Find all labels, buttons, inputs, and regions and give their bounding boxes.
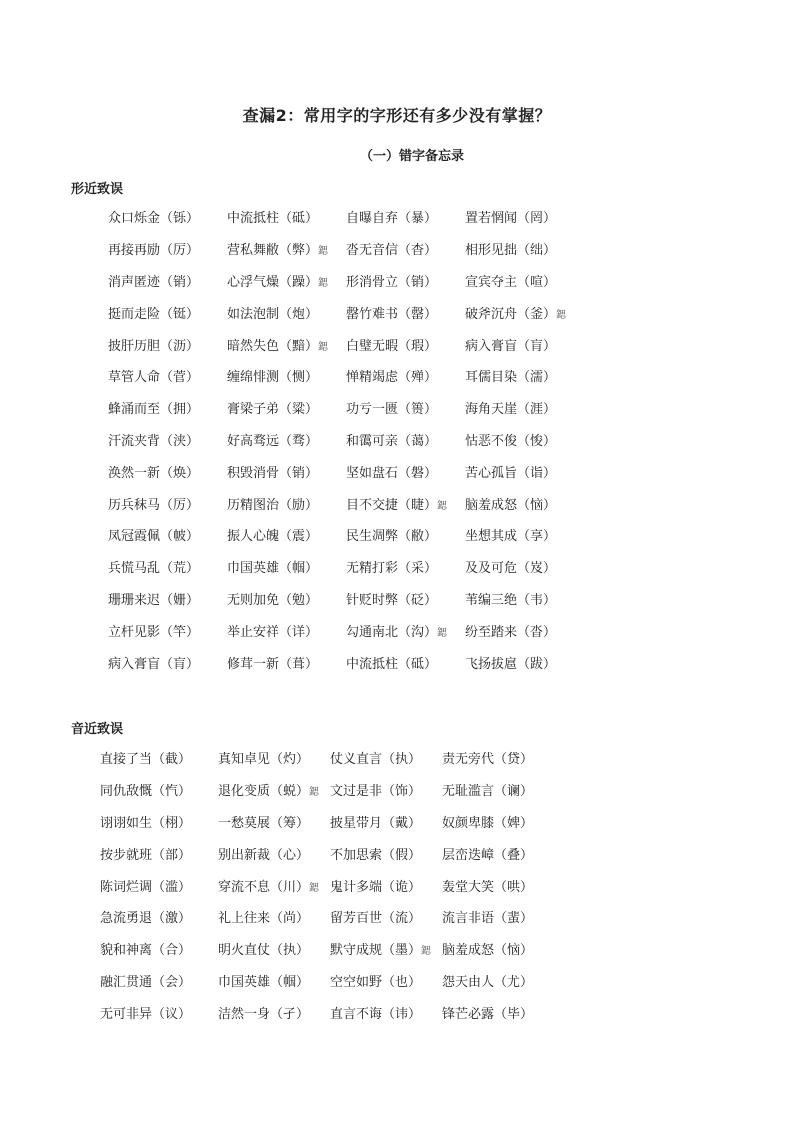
section-heading-yinjin: 音近致误	[71, 722, 124, 737]
list-row	[100, 742, 552, 774]
list-item: 勾通南北（沟）鍶	[346, 624, 448, 640]
list-item: 空空如野（也）	[330, 974, 422, 990]
list-item: 海角天崖（涯）	[465, 402, 557, 418]
list-item: 白璧无暇（瑕）	[346, 338, 438, 354]
stray-mark: 鍶	[556, 309, 567, 321]
list-row	[108, 392, 575, 424]
list-item: 陈词烂调（滥）	[100, 879, 192, 895]
list-item: 苦心孤旨（诣）	[465, 465, 557, 481]
list-item: 层峦迭嶂（叠）	[442, 847, 534, 863]
list-item: 病入膏盲（肓）	[465, 338, 557, 354]
list-item: 融汇贯通（会）	[100, 974, 192, 990]
list-item: 破斧沉舟（釜）鍶	[465, 306, 567, 322]
page-title: 查漏2：常用字的字形还有多少没有掌握？	[242, 106, 552, 125]
stray-mark: 鍶	[437, 627, 448, 639]
stray-mark: 鍶	[421, 946, 432, 958]
list-item: 珊珊来迟（姗）	[108, 592, 200, 608]
list-item: 耳儒目染（濡）	[465, 370, 557, 386]
list-row	[100, 933, 552, 965]
list-item: 积毁消骨（销）	[227, 465, 319, 481]
list-row	[100, 837, 552, 869]
stray-mark: 鍶	[318, 246, 329, 258]
list-row	[100, 901, 552, 933]
list-item: 无精打彩（采）	[346, 561, 438, 577]
list-row	[108, 455, 575, 487]
list-item: 留芳百世（流）	[330, 911, 422, 927]
list-item: 中流抵柱（砥）	[227, 211, 319, 227]
list-item: 凤冠霞佩（帔）	[108, 529, 200, 545]
list-row	[100, 774, 552, 806]
list-item: 好高骛远（骛）	[227, 433, 319, 449]
page-subtitle: （一）错字备忘录	[359, 149, 464, 164]
list-item: 形消骨立（销）	[346, 274, 438, 290]
list-item: 怙恶不俊（悛）	[465, 433, 557, 449]
list-item: 洁然一身（孑）	[218, 1006, 310, 1022]
list-item: 罄竹难书（罄）	[346, 306, 438, 322]
list-item: 历精图治（励）	[227, 497, 319, 513]
list-item: 汗流夹背（浃）	[108, 433, 200, 449]
list-item: 穿流不息（川）鍶	[218, 879, 320, 895]
list-item: 如法泡制（炮）	[227, 306, 319, 322]
list-item: 退化变质（蜕）鍶	[218, 784, 320, 800]
list-item: 纷至踏来（沓）	[465, 624, 557, 640]
stray-mark: 鍶	[318, 277, 329, 289]
list-item: 草管人命（菅）	[108, 370, 200, 386]
list-item: 同仇敌慨（忾）	[100, 784, 192, 800]
list-item: 及及可危（岌）	[465, 561, 557, 577]
list-row	[100, 965, 552, 997]
list-item: 坐想其成（享）	[465, 529, 557, 545]
xingjin-list	[108, 201, 575, 678]
list-item: 文过是非（饰）	[330, 784, 422, 800]
list-item: 明火直仗（执）	[218, 943, 310, 959]
list-item: 礼上往来（尚）	[218, 911, 310, 927]
list-item: 飞扬拔扈（跋）	[465, 656, 557, 672]
list-item: 再接再励（厉）	[108, 243, 200, 259]
list-row	[100, 869, 552, 901]
list-row	[100, 806, 552, 838]
list-item: 针贬时弊（砭）	[346, 592, 438, 608]
list-item: 民生凋弊（敝）	[346, 529, 438, 545]
list-row	[108, 201, 575, 233]
stray-mark: 鍶	[309, 787, 320, 799]
list-item: 立杆见影（竿）	[108, 624, 200, 640]
yinjin-list	[100, 742, 552, 1028]
list-item: 貌和神离（合）	[100, 943, 192, 959]
list-item: 病入膏盲（肓）	[108, 656, 200, 672]
list-item: 众口烁金（铄）	[108, 211, 200, 227]
list-item: 怨天由人（尤）	[442, 974, 534, 990]
list-item: 披星带月（戴）	[330, 815, 422, 831]
list-row	[108, 646, 575, 678]
list-item: 别出新裁（心）	[218, 847, 310, 863]
list-item: 沓无音信（杳）	[346, 243, 438, 259]
list-item: 兵慌马乱（荒）	[108, 561, 200, 577]
list-item: 披肝历胆（沥）	[108, 338, 200, 354]
list-item: 不加思索（假）	[330, 847, 422, 863]
list-item: 急流勇退（激）	[100, 911, 192, 927]
list-item: 相形见拙（绌）	[465, 243, 557, 259]
stray-mark: 鍶	[437, 500, 448, 512]
list-item: 真知卓见（灼）	[218, 752, 310, 768]
list-item: 流言非语（蜚）	[442, 911, 534, 927]
list-item: 营私舞敝（弊）鍶	[227, 243, 329, 259]
list-item: 置若惘闻（罔）	[465, 211, 557, 227]
list-item: 鬼计多端（诡）	[330, 879, 422, 895]
list-item: 奴颜卑膝（婢）	[442, 815, 534, 831]
list-item: 巾国英雄（帼）	[227, 561, 319, 577]
list-item: 膏梁子弟（粱）	[227, 402, 319, 418]
list-item: 脑羞成怒（恼）	[442, 943, 534, 959]
list-row	[108, 328, 575, 360]
list-item: 无则加免（勉）	[227, 592, 319, 608]
list-item: 修茸一新（葺）	[227, 656, 319, 672]
list-item: 默守成规（墨）鍶	[330, 943, 432, 959]
list-item: 脑羞成怒（恼）	[465, 497, 557, 513]
list-item: 暗然失色（黯）鍶	[227, 338, 329, 354]
list-item: 挺而走险（铤）	[108, 306, 200, 322]
list-row	[108, 519, 575, 551]
list-row	[108, 424, 575, 456]
list-item: 历兵秣马（厉）	[108, 497, 200, 513]
list-item: 巾国英雄（帼）	[218, 974, 310, 990]
list-item: 和霭可亲（蔼）	[346, 433, 438, 449]
list-item: 振人心魄（震）	[227, 529, 319, 545]
list-row	[108, 583, 575, 615]
list-item: 一愁莫展（筹）	[218, 815, 310, 831]
list-row	[108, 551, 575, 583]
list-item: 直接了当（截）	[100, 752, 192, 768]
stray-mark: 鍶	[309, 882, 320, 894]
stray-mark: 鍶	[318, 341, 329, 353]
list-item: 宣宾夺主（喧）	[465, 274, 557, 290]
list-item: 蜂涌而至（拥）	[108, 402, 200, 418]
list-item: 中流抵柱（砥）	[346, 656, 438, 672]
list-item: 功亏一匮（篑）	[346, 402, 438, 418]
list-row	[108, 487, 575, 519]
list-row	[108, 296, 575, 328]
list-item: 轰堂大笑（哄）	[442, 879, 534, 895]
list-item: 直言不诲（讳）	[330, 1006, 422, 1022]
list-item: 诩诩如生（栩）	[100, 815, 192, 831]
list-item: 心浮气燥（躁）鍶	[227, 274, 329, 290]
section-heading-xingjin: 形近致误	[71, 182, 124, 197]
list-row	[108, 233, 575, 265]
list-item: 消声匿迹（销）	[108, 274, 200, 290]
list-item: 举止安祥（详）	[227, 624, 319, 640]
list-item: 无可非异（议）	[100, 1006, 192, 1022]
list-item: 锋芒必露（毕）	[442, 1006, 534, 1022]
list-row	[108, 614, 575, 646]
list-item: 坚如盘石（磐）	[346, 465, 438, 481]
list-item: 责无旁代（贷）	[442, 752, 534, 768]
list-item: 缠绵悱测（恻）	[227, 370, 319, 386]
list-item: 无耻滥言（谰）	[442, 784, 534, 800]
list-item: 自曝自弃（暴）	[346, 211, 438, 227]
list-item: 按步就班（部）	[100, 847, 192, 863]
list-row	[100, 996, 552, 1028]
list-item: 目不交捷（睫）鍶	[346, 497, 448, 513]
list-item: 涣然一新（焕）	[108, 465, 200, 481]
list-item: 苇编三绝（韦）	[465, 592, 557, 608]
list-item: 惮精竭虑（殚）	[346, 370, 438, 386]
list-row	[108, 360, 575, 392]
list-row	[108, 265, 575, 297]
list-item: 仗义直言（执）	[330, 752, 422, 768]
